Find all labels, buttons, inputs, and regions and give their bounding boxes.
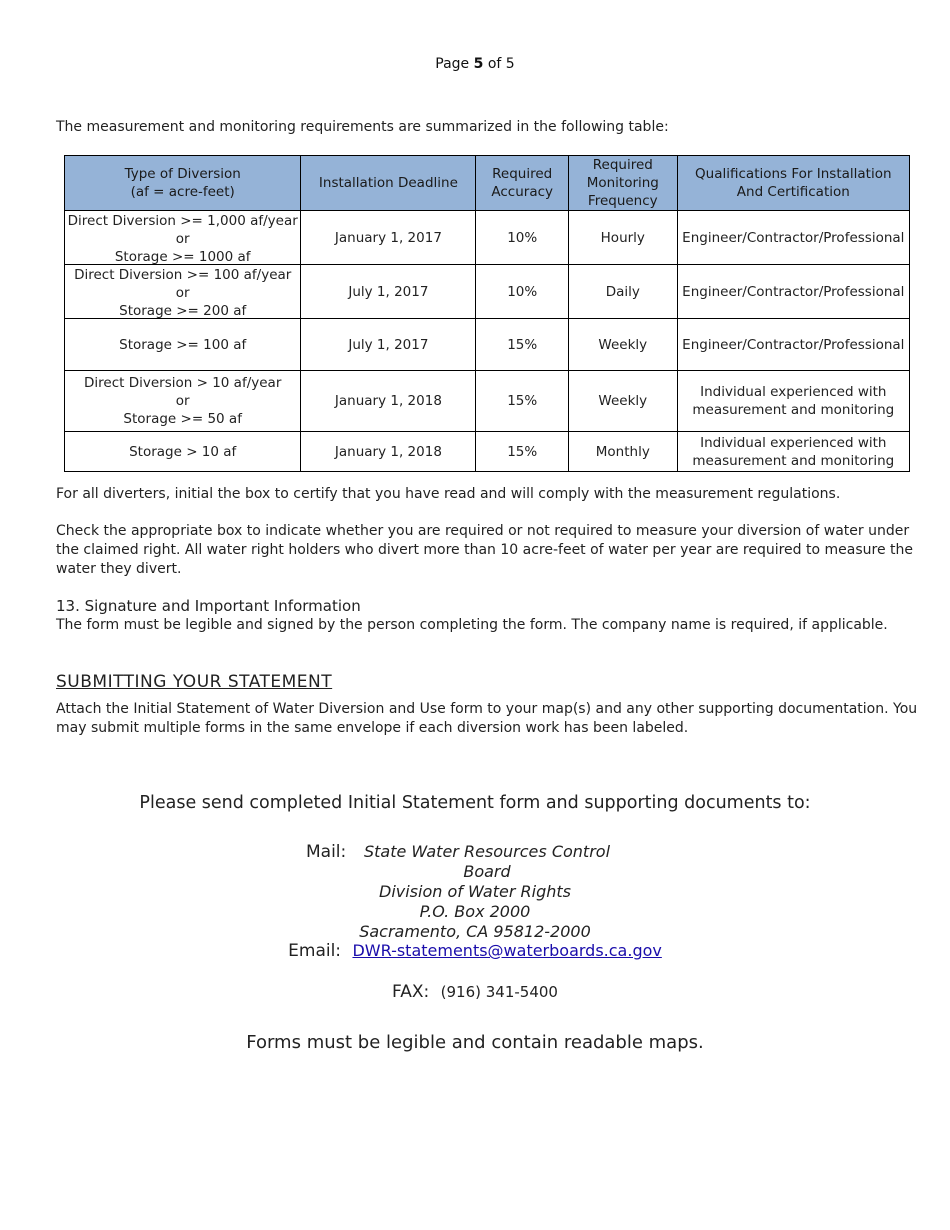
cell-deadline: January 1, 2018 — [301, 432, 476, 472]
mail-line: P.O. Box 2000 — [419, 902, 531, 921]
cell-line: or — [175, 231, 190, 247]
mail-line: State Water Resources Control Board — [363, 842, 611, 881]
cell-qualifications — [677, 211, 909, 265]
header-line: And Certification — [736, 184, 850, 200]
mail-label: Mail: — [306, 842, 347, 862]
cell-line: Engineer/Contractor/Professional — [682, 336, 905, 353]
section-13-body: The form must be legible and signed by the person completing the form. The company name is required, if applicable. — [56, 617, 888, 633]
cell-accuracy: 15% — [476, 432, 569, 472]
closing-note: Forms must be legible and contain readable maps. — [246, 1032, 704, 1053]
header-qualifications — [677, 156, 909, 211]
header-line: Frequency — [587, 193, 658, 209]
cell-frequency: Hourly — [568, 211, 677, 265]
cell-frequency: Daily — [568, 265, 677, 319]
cell-frequency: Monthly — [568, 432, 677, 472]
fax-row — [0, 982, 950, 1002]
table-row — [65, 319, 910, 371]
cell-type — [65, 371, 301, 432]
cell-type — [65, 265, 301, 319]
cell-line: measurement and monitoring — [692, 452, 895, 469]
cell-line: or — [175, 285, 190, 301]
cell-line: Individual experienced with — [700, 384, 887, 400]
cell-line: Storage >= 50 af — [123, 411, 242, 427]
requirements-table — [64, 155, 910, 472]
table-row — [65, 432, 910, 472]
cell-accuracy: 15% — [476, 319, 569, 371]
cell-accuracy: 10% — [476, 265, 569, 319]
cell-line: Direct Diversion >= 100 af/year — [74, 267, 292, 283]
email-row — [0, 941, 950, 961]
cell-type — [65, 211, 301, 265]
send-heading: Please send completed Initial Statement form and supporting documents to: — [139, 793, 811, 813]
table-header-row — [65, 156, 910, 211]
cell-qualifications — [677, 371, 909, 432]
submit-body: Attach the Initial Statement of Water Diversion and Use form to your map(s) and any other supporting documentation. You may submit multiple forms in the same envelope if each diversion work has been labeled. — [56, 701, 918, 736]
page-prefix: Page — [435, 56, 470, 72]
header-line: Type of Diversion — [124, 166, 241, 182]
cell-line: Engineer/Contractor/Professional — [682, 283, 905, 300]
header-deadline — [301, 156, 476, 211]
header-line: (af = acre-feet) — [130, 184, 235, 200]
cell-line: Direct Diversion > 10 af/year — [84, 375, 282, 391]
email-link[interactable]: DWR-statements@waterboards.ca.gov — [352, 941, 662, 960]
header-type — [65, 156, 301, 211]
page-number — [0, 56, 950, 72]
section-13-title: 13. Signature and Important Information — [56, 597, 361, 615]
header-line: Monitoring — [586, 175, 659, 191]
cell-qualifications — [677, 265, 909, 319]
cell-deadline: January 1, 2017 — [301, 211, 476, 265]
cell-line: Storage >= 1000 af — [114, 249, 251, 264]
table-row — [65, 265, 910, 319]
cell-line: Storage > 10 af — [129, 443, 237, 460]
header-line: Required — [492, 166, 553, 182]
submit-heading: SUBMITTING YOUR STATEMENT — [56, 672, 333, 692]
table-row — [65, 211, 910, 265]
cell-line: Direct Diversion >= 1,000 af/year — [67, 213, 298, 229]
table-row — [65, 371, 910, 432]
cell-line: Individual experienced with — [700, 434, 887, 451]
fax-number: (916) 341-5400 — [440, 983, 558, 1001]
cell-frequency: Weekly — [568, 319, 677, 371]
header-line: Accuracy — [491, 184, 554, 200]
header-accuracy — [476, 156, 569, 211]
cell-qualifications — [677, 432, 909, 472]
page-current: 5 — [473, 56, 484, 72]
cell-accuracy: 15% — [476, 371, 569, 432]
cell-line: measurement and monitoring — [692, 402, 895, 418]
mail-line: Division of Water Rights — [379, 882, 571, 901]
diverters-paragraph: For all diverters, initial the box to certify that you have read and will comply with the measurement regulations. — [56, 486, 841, 502]
cell-type — [65, 432, 301, 472]
mail-line: Sacramento, CA 95812-2000 — [359, 922, 591, 941]
header-frequency — [568, 156, 677, 211]
cell-line: or — [175, 393, 190, 409]
page-total: of 5 — [487, 56, 515, 72]
cell-deadline: July 1, 2017 — [301, 265, 476, 319]
cell-frequency: Weekly — [568, 371, 677, 432]
cell-deadline: July 1, 2017 — [301, 319, 476, 371]
email-label: Email: — [288, 941, 342, 961]
cell-deadline: January 1, 2018 — [301, 371, 476, 432]
intro-text: The measurement and monitoring requirements are summarized in the following table: — [56, 119, 669, 135]
cell-line: Storage >= 100 af — [119, 336, 247, 353]
header-line: Required — [592, 157, 653, 173]
measure-check-paragraph: Check the appropriate box to indicate whether you are required or not required to measure your diversion of water under the claimed right. All water right holders who divert more than 10 acre-feet of water per year are required to measure the water they divert. — [56, 523, 913, 577]
cell-line: Engineer/Contractor/Professional — [682, 229, 905, 246]
cell-qualifications — [677, 319, 909, 371]
header-line: Qualifications For Installation — [695, 166, 892, 182]
header-line: Installation Deadline — [318, 175, 458, 191]
cell-type — [65, 319, 301, 371]
cell-line: Storage >= 200 af — [119, 303, 247, 318]
fax-label: FAX: — [392, 982, 430, 1002]
cell-accuracy: 10% — [476, 211, 569, 265]
mail-address — [330, 842, 620, 942]
